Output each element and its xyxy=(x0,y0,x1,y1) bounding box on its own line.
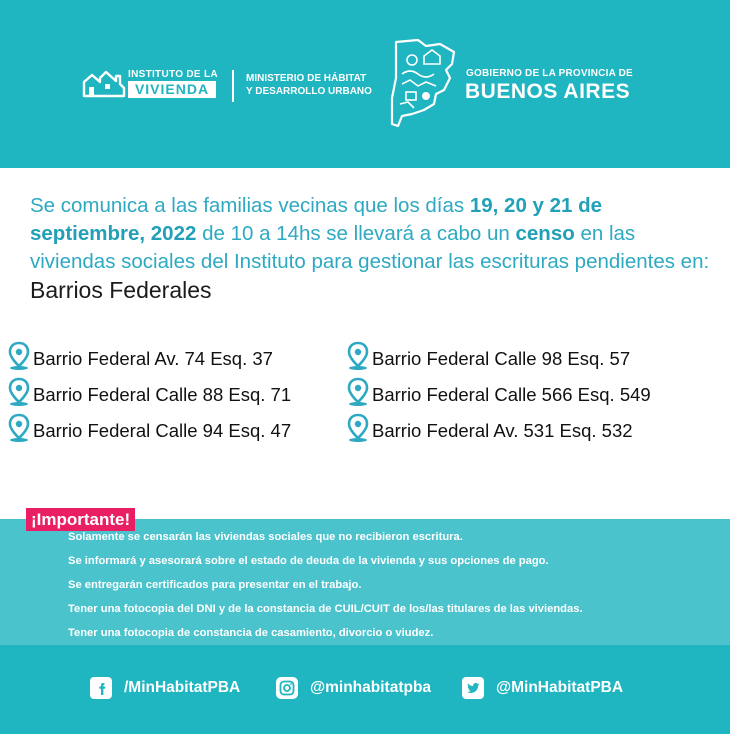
important-item: Tener una fotocopia del DNI y de la constancia de CUIL/CUIT de los/las titulares de las viviendas. xyxy=(68,603,583,615)
barrio-item xyxy=(6,412,291,444)
important-item: Se entregarán certificados para presentar en el trabajo. xyxy=(68,579,362,591)
barrio-address: Barrio Federal Av. 74 Esq. 37 xyxy=(33,348,273,369)
intro-text-1: Se comunica a las familias vecinas que los días xyxy=(30,194,470,217)
instagram-icon xyxy=(276,677,298,699)
house-logo-icon xyxy=(82,68,126,98)
barrio-item xyxy=(345,340,630,372)
vivienda-label: VIVIENDA xyxy=(128,81,216,98)
important-item: Se informará y asesorará sobre el estado de deuda de la vivienda y sus opciones de pago. xyxy=(68,555,549,567)
important-list xyxy=(68,530,583,650)
gobierno-label: GOBIERNO DE LA PROVINCIA DE xyxy=(466,68,633,79)
facebook-handle: /MinHabitatPBA xyxy=(124,679,241,696)
intro-dates: 19, 20 y 21 de septiembre, 2022 xyxy=(30,194,603,245)
location-pin-icon xyxy=(345,341,371,371)
barrios-federales-title: Barrios Federales xyxy=(30,277,212,303)
barrio-address: Barrio Federal Av. 531 Esq. 532 xyxy=(372,420,633,441)
barrio-item xyxy=(345,412,633,444)
instituto-vivienda-logo xyxy=(82,66,217,102)
ministerio-line1: MINISTERIO DE HÁBITAT xyxy=(246,73,367,84)
instagram-handle: @minhabitatpba xyxy=(310,679,432,696)
important-item: Solamente se censarán las viviendas sociales que no recibieron escritura. xyxy=(68,531,463,543)
barrio-address: Barrio Federal Calle 566 Esq. 549 xyxy=(372,384,651,405)
twitter-icon xyxy=(462,677,484,699)
intro-paragraph xyxy=(30,192,720,306)
twitter-link[interactable] xyxy=(462,677,623,699)
location-pin-icon xyxy=(6,341,32,371)
intro-censo: censo xyxy=(515,222,575,245)
location-pin-icon xyxy=(6,413,32,443)
barrios-list xyxy=(0,340,730,450)
facebook-link[interactable] xyxy=(90,677,240,699)
ministerio-logo xyxy=(246,72,372,98)
facebook-icon xyxy=(90,677,112,699)
logo-divider xyxy=(232,70,234,102)
twitter-handle: @MinHabitatPBA xyxy=(496,679,624,696)
location-pin-icon xyxy=(6,377,32,407)
header-banner xyxy=(0,0,730,168)
important-badge: ¡Importante! xyxy=(26,508,135,531)
instituto-label: INSTITUTO DE LA xyxy=(128,69,218,80)
barrio-address: Barrio Federal Calle 88 Esq. 71 xyxy=(33,384,292,405)
barrio-address: Barrio Federal Calle 98 Esq. 57 xyxy=(372,348,631,369)
important-item: Tener una fotocopia de constancia de casamiento, divorcio o viudez. xyxy=(68,627,434,639)
barrio-item xyxy=(345,376,651,408)
ministerio-line2: Y DESARROLLO URBANO xyxy=(246,86,372,97)
province-map-logo-icon xyxy=(388,38,458,130)
intro-text-3: en las viviendas sociales del Instituto para gestionar las escrituras pendientes en: xyxy=(30,222,710,273)
location-pin-icon xyxy=(345,377,371,407)
barrio-address: Barrio Federal Calle 94 Esq. 47 xyxy=(33,420,292,441)
barrio-item xyxy=(6,340,273,372)
intro-text-2: de 10 a 14hs se llevará a cabo un xyxy=(196,222,516,245)
barrio-item xyxy=(6,376,291,408)
buenos-aires-label: BUENOS AIRES xyxy=(465,80,631,103)
location-pin-icon xyxy=(345,413,371,443)
instagram-link[interactable] xyxy=(276,677,431,699)
